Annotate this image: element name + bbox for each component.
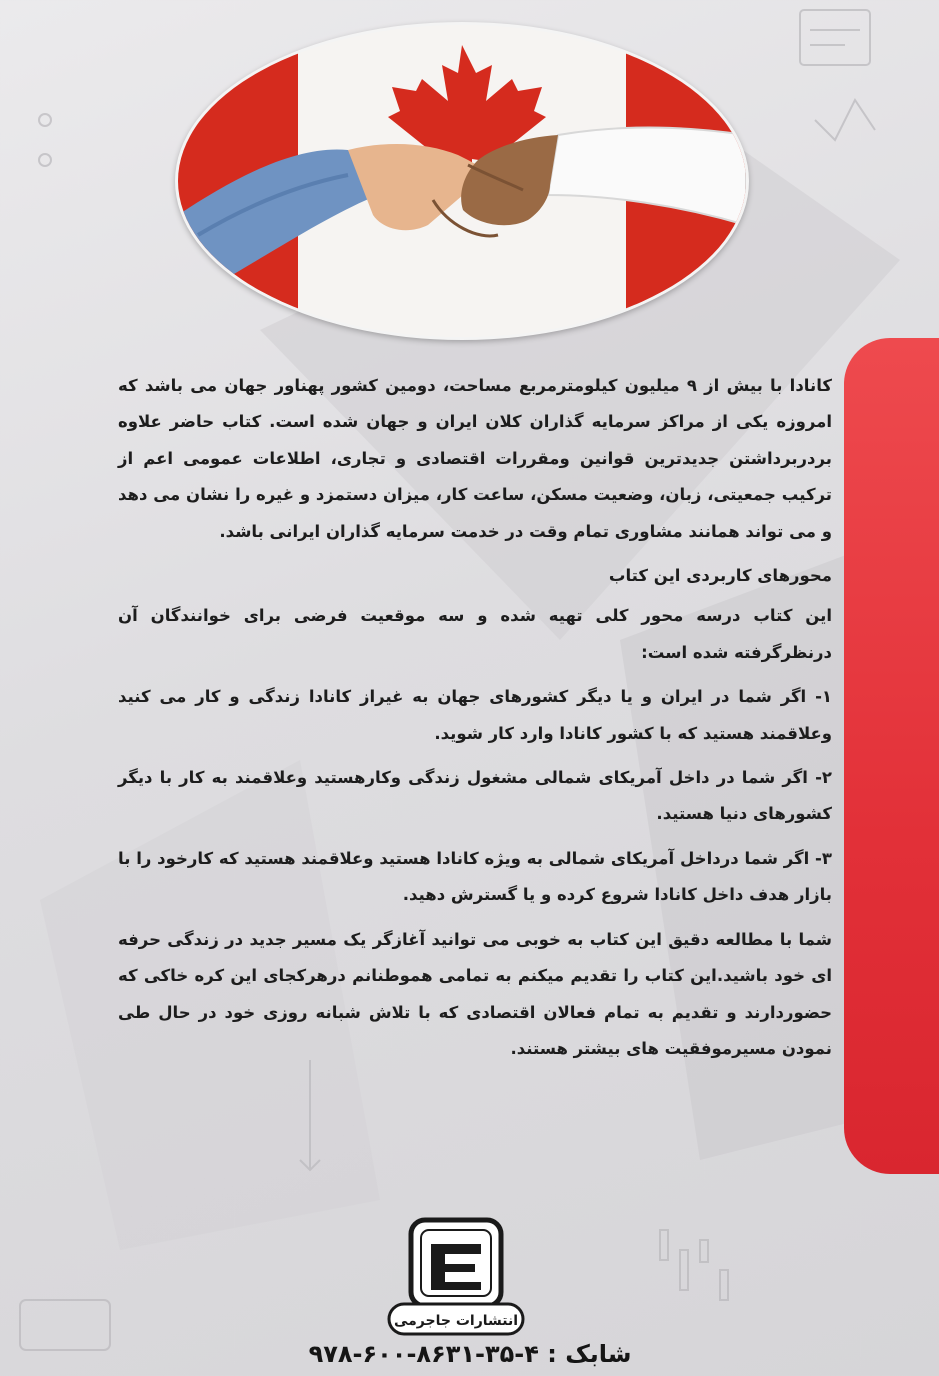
list-item: ۲- اگر شما در داخل آمریکای شمالی مشغول زندگی وکارهستید وعلاقمند به کار با دیگر کشورهای دنیا هستید. — [118, 768, 832, 824]
book-description — [118, 368, 832, 1075]
list-item: ۳- اگر شما درداخل آمریکای شمالی به ویژه کانادا هستید وعلاقمند هستید که کارخود را با بازار هدف داخل کانادا شروع کرده و یا گسترش دهید. — [118, 848, 832, 905]
cover-photo-oval — [175, 22, 749, 340]
publisher-name: انتشارات جاجرمی — [393, 1313, 519, 1329]
section-heading: محورهای کاربردی این کتاب — [608, 566, 832, 586]
handshake-canada-flag-icon — [178, 25, 746, 337]
red-side-band — [844, 338, 939, 1174]
intro-paragraph: کانادا با بیش از ۹ میلیون کیلومترمربع مساحت، دومین کشور پهناور جهان می باشد که امروزه یکی از مراکز سرمایه گذاران کلان ایران و جهان شده است. کتاب حاضر علاوه بردربرداشتن جدیدترین قوانین ومقررات اقتصادی و تجاری، اطلاعات عمومی اعم از ترکیب جمعیتی، زبان، وضعیت مسکن، ساعت کار، میزان دستمزد و غیره را نشان می دهد و می تواند همانند مشاوری تمام وقت در خدمت سرمایه گذاران ایرانی باشد. — [118, 376, 832, 541]
isbn-number: شابک : ۴-۳۵-۸۶۳۱-۶۰۰-۹۷۸ — [308, 1340, 632, 1368]
section-intro: این کتاب درسه محور کلی تهیه شده و سه موقعیت فرضی برای خوانندگان آن درنظرگرفته شده است: — [118, 606, 832, 662]
publisher-logo — [385, 1216, 527, 1340]
list-item: ۱- اگر شما در ایران و یا دیگر کشورهای جهان به غیراز کانادا زندگی و کار می کنید وعلاقمند هستید که با کشور کانادا وارد کار شوید. — [118, 687, 832, 743]
jajarmi-publisher-logo-icon — [385, 1216, 527, 1340]
closing-paragraph: شما با مطالعه دقیق این کتاب به خوبی می توانید آغازگر یک مسیر جدید در زندگی حرفه ای خود باشید.این کتاب را تقدیم میکنم به تمامی هموطنانم درهرکجای این کره خاکی که حضوردارند و تقدیم به تمام فعالان اقتصادی که با تلاش شبانه روزی خود در حال طی نمودن مسیرموفقیت های بیشتر هستند. — [118, 929, 832, 1058]
